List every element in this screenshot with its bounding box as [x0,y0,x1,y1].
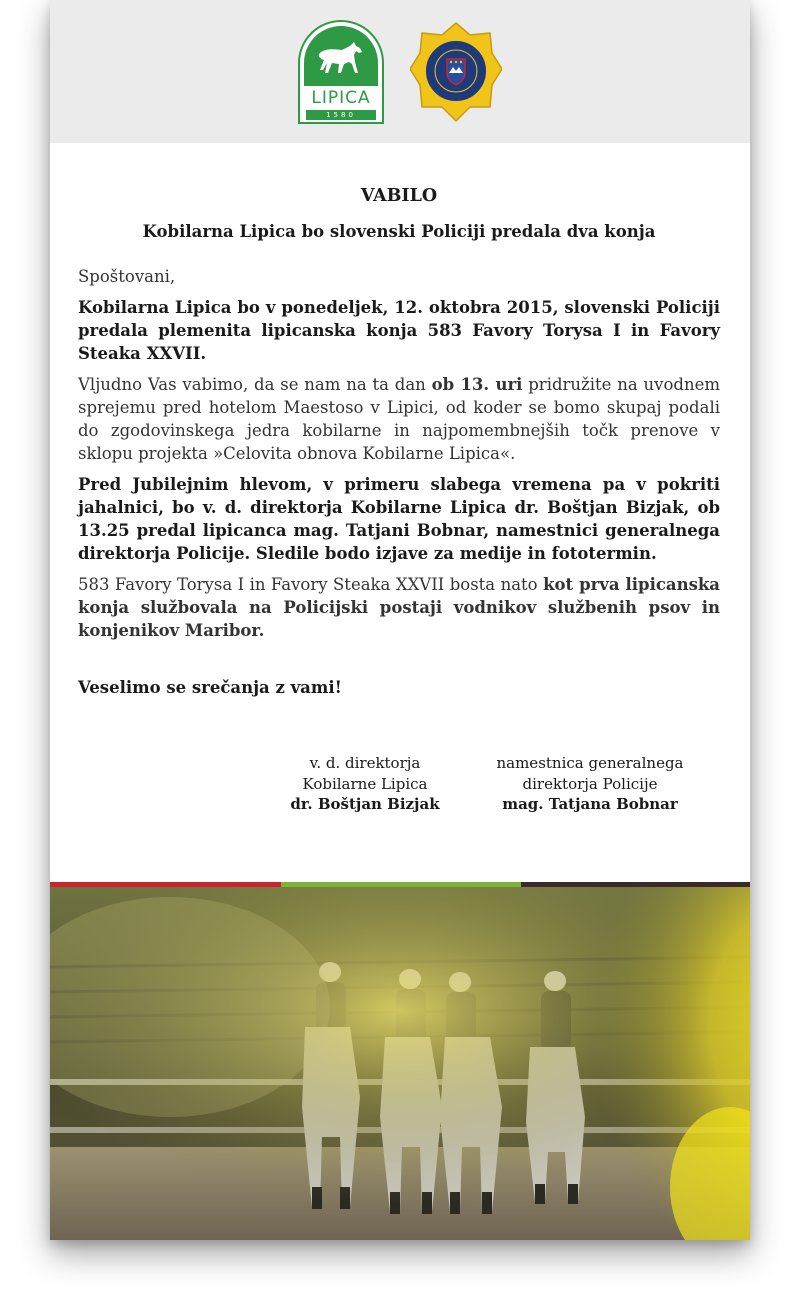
signature-organization: Kobilarne Lipica [302,774,428,793]
signature-police-deputy [470,753,710,815]
police-star-icon [410,21,502,123]
invitation-body [78,185,720,699]
invitation-subtitle: Kobilarna Lipica bo slovenski Policiji predala dva konja [142,222,656,241]
lipica-year: 1580 [306,110,376,120]
signature-lipica-director [260,753,470,815]
signature-role: namestnica generalnega [496,754,684,772]
invitation-card [50,0,750,1240]
closing-line: Veselimo se srečanja z vami! [78,678,342,697]
paragraph-announcement: Kobilarna Lipica bo v ponedeljek, 12. oktobra 2015, slovenski Policiji predala plemenita lipicanska konja 583 Favory Torysa I in Favory Steaka XXVII. [78,298,720,363]
signature-role: v. d. direktorja [309,754,421,772]
photo-illustration [50,887,750,1240]
lipica-arch [304,26,378,86]
signature-name: mag. Tatjana Bobnar [502,795,678,813]
greeting: Spoštovani, [78,267,176,286]
invitation-time: ob 13. uri [431,375,523,394]
invitation-title: VABILO [360,186,438,206]
invitation-text-before: Vljudno Vas vabimo, da se nam na ta dan [78,375,432,394]
signature-name: dr. Boštjan Bizjak [290,795,440,813]
lipica-wordmark: LIPICA [311,88,371,108]
police-badge [410,21,502,123]
header [50,0,750,143]
lipica-logo [298,20,384,124]
signature-organization: direktorja Policije [522,774,658,793]
service-text-bold: kot prva lipicanska konja službovala na Policijski postaji vodnikov službenih psov in konjenikov Maribor. [78,575,721,640]
horse-icon [314,40,368,76]
paragraph-invitation [78,373,720,465]
service-text-before: 583 Favory Torysa I in Favory Steaka XXVII bosta nato [78,575,544,594]
paragraph-ceremony: Pred Jubilejnim hlevom, v primeru slabega vremena pa v pokriti jahalnici, bo v. d. direktorja Kobilarne Lipica dr. Boštjan Bizjak, ob 13.25 predal lipicanca mag. Tatjani Bobnar, namestnici generalnega direktorja Policije. Sledile bodo izjave za medije in fototermin. [78,475,720,563]
invitation-text-after: pridružite na uvodnem sprejemu pred hotelom Maestoso v Lipici, od koder se bomo skupaj podali do zgodovinskega jedra kobilarne in najpomembnejših točk prenove v sklopu projekta »Celovita obnova Kobilarne Lipica«. [78,375,720,463]
mounted-police-photo [50,887,750,1240]
paragraph-service [78,573,720,642]
